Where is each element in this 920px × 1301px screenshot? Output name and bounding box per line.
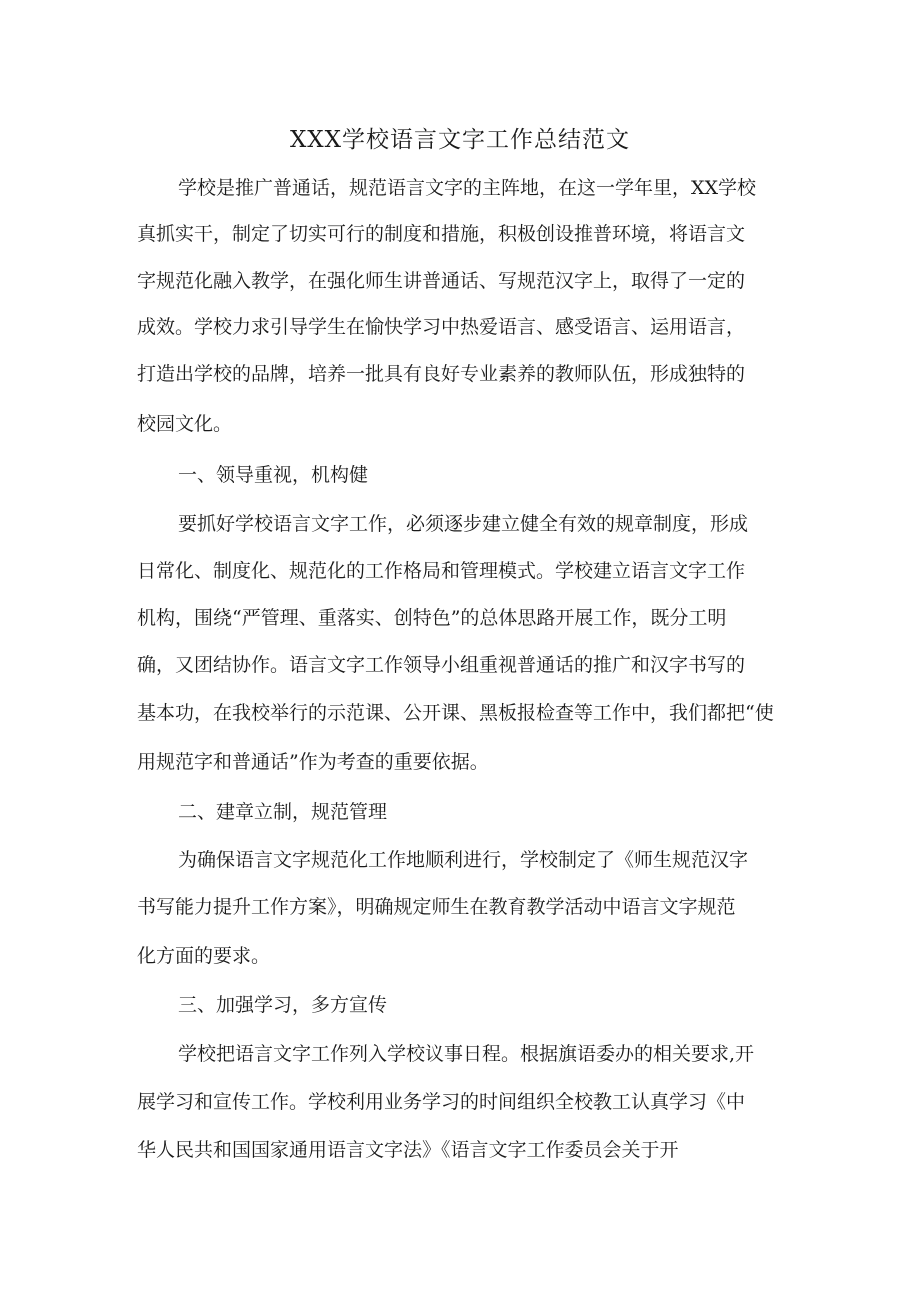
text-line: 书写能力提升工作方案》，明确规定师生在教育教学活动中语言文字规范 xyxy=(137,896,736,918)
text-line: 展学习和宣传工作。学校利用业务学习的时间组织全校教工认真学习《中 xyxy=(137,1091,746,1113)
text-line: 日常化、制度化、规范化的工作格局和管理模式。学校建立语言文字工作 xyxy=(137,560,746,582)
text-line: 学校是推广普通话，规范语言文字的主阵地，在这一学年里，XX学校 xyxy=(178,177,757,199)
text-line: 学校把语言文字工作列入学校议事日程。根据旗语委办的相关要求,开 xyxy=(178,1043,755,1065)
document-title: XXX学校语言文字工作总结范文 xyxy=(289,127,631,153)
text-line: 用规范字和普通话”作为考查的重要依据。 xyxy=(137,751,489,773)
text-line: 字规范化融入教学，在强化师生讲普通话、写规范汉字上，取得了一定的 xyxy=(137,270,746,292)
text-line: 机构，围绕“严管理、重落实、创特色”的总体思路开展工作，既分工明 xyxy=(137,607,727,629)
text-line: 确，又团结协作。语言文字工作领导小组重视普通话的推广和汉字书写的 xyxy=(137,654,746,676)
text-line: 校园文化。 xyxy=(137,413,233,435)
section-heading-1: 一、领导重视，机构健 xyxy=(178,464,369,486)
text-line: 打造出学校的品牌，培养一批具有良好专业素养的教师队伍，形成独特的 xyxy=(137,363,746,385)
text-line: 为确保语言文字规范化工作地顺利进行，学校制定了《师生规范汉字 xyxy=(178,849,749,871)
text-line: 化方面的要求。 xyxy=(137,945,271,967)
section-heading-2: 二、建章立制，规范管理 xyxy=(178,801,388,823)
text-line: 要抓好学校语言文字工作，必须逐步建立健全有效的规章制度，形成 xyxy=(178,513,749,535)
text-line: 华人民共和国国家通用语言文字法》《语言文字工作委员会关于开 xyxy=(137,1139,679,1161)
text-line: 真抓实干，制定了切实可行的制度和措施，积极创设推普环境，将语言文 xyxy=(137,223,746,245)
text-line: 基本功，在我校举行的示范课、公开课、黑板报检查等工作中，我们都把“使 xyxy=(137,702,774,724)
text-line: 成效。学校力求引导学生在愉快学习中热爱语言、感受语言、运用语言， xyxy=(137,316,746,338)
section-heading-3: 三、加强学习，多方宣传 xyxy=(178,994,388,1016)
